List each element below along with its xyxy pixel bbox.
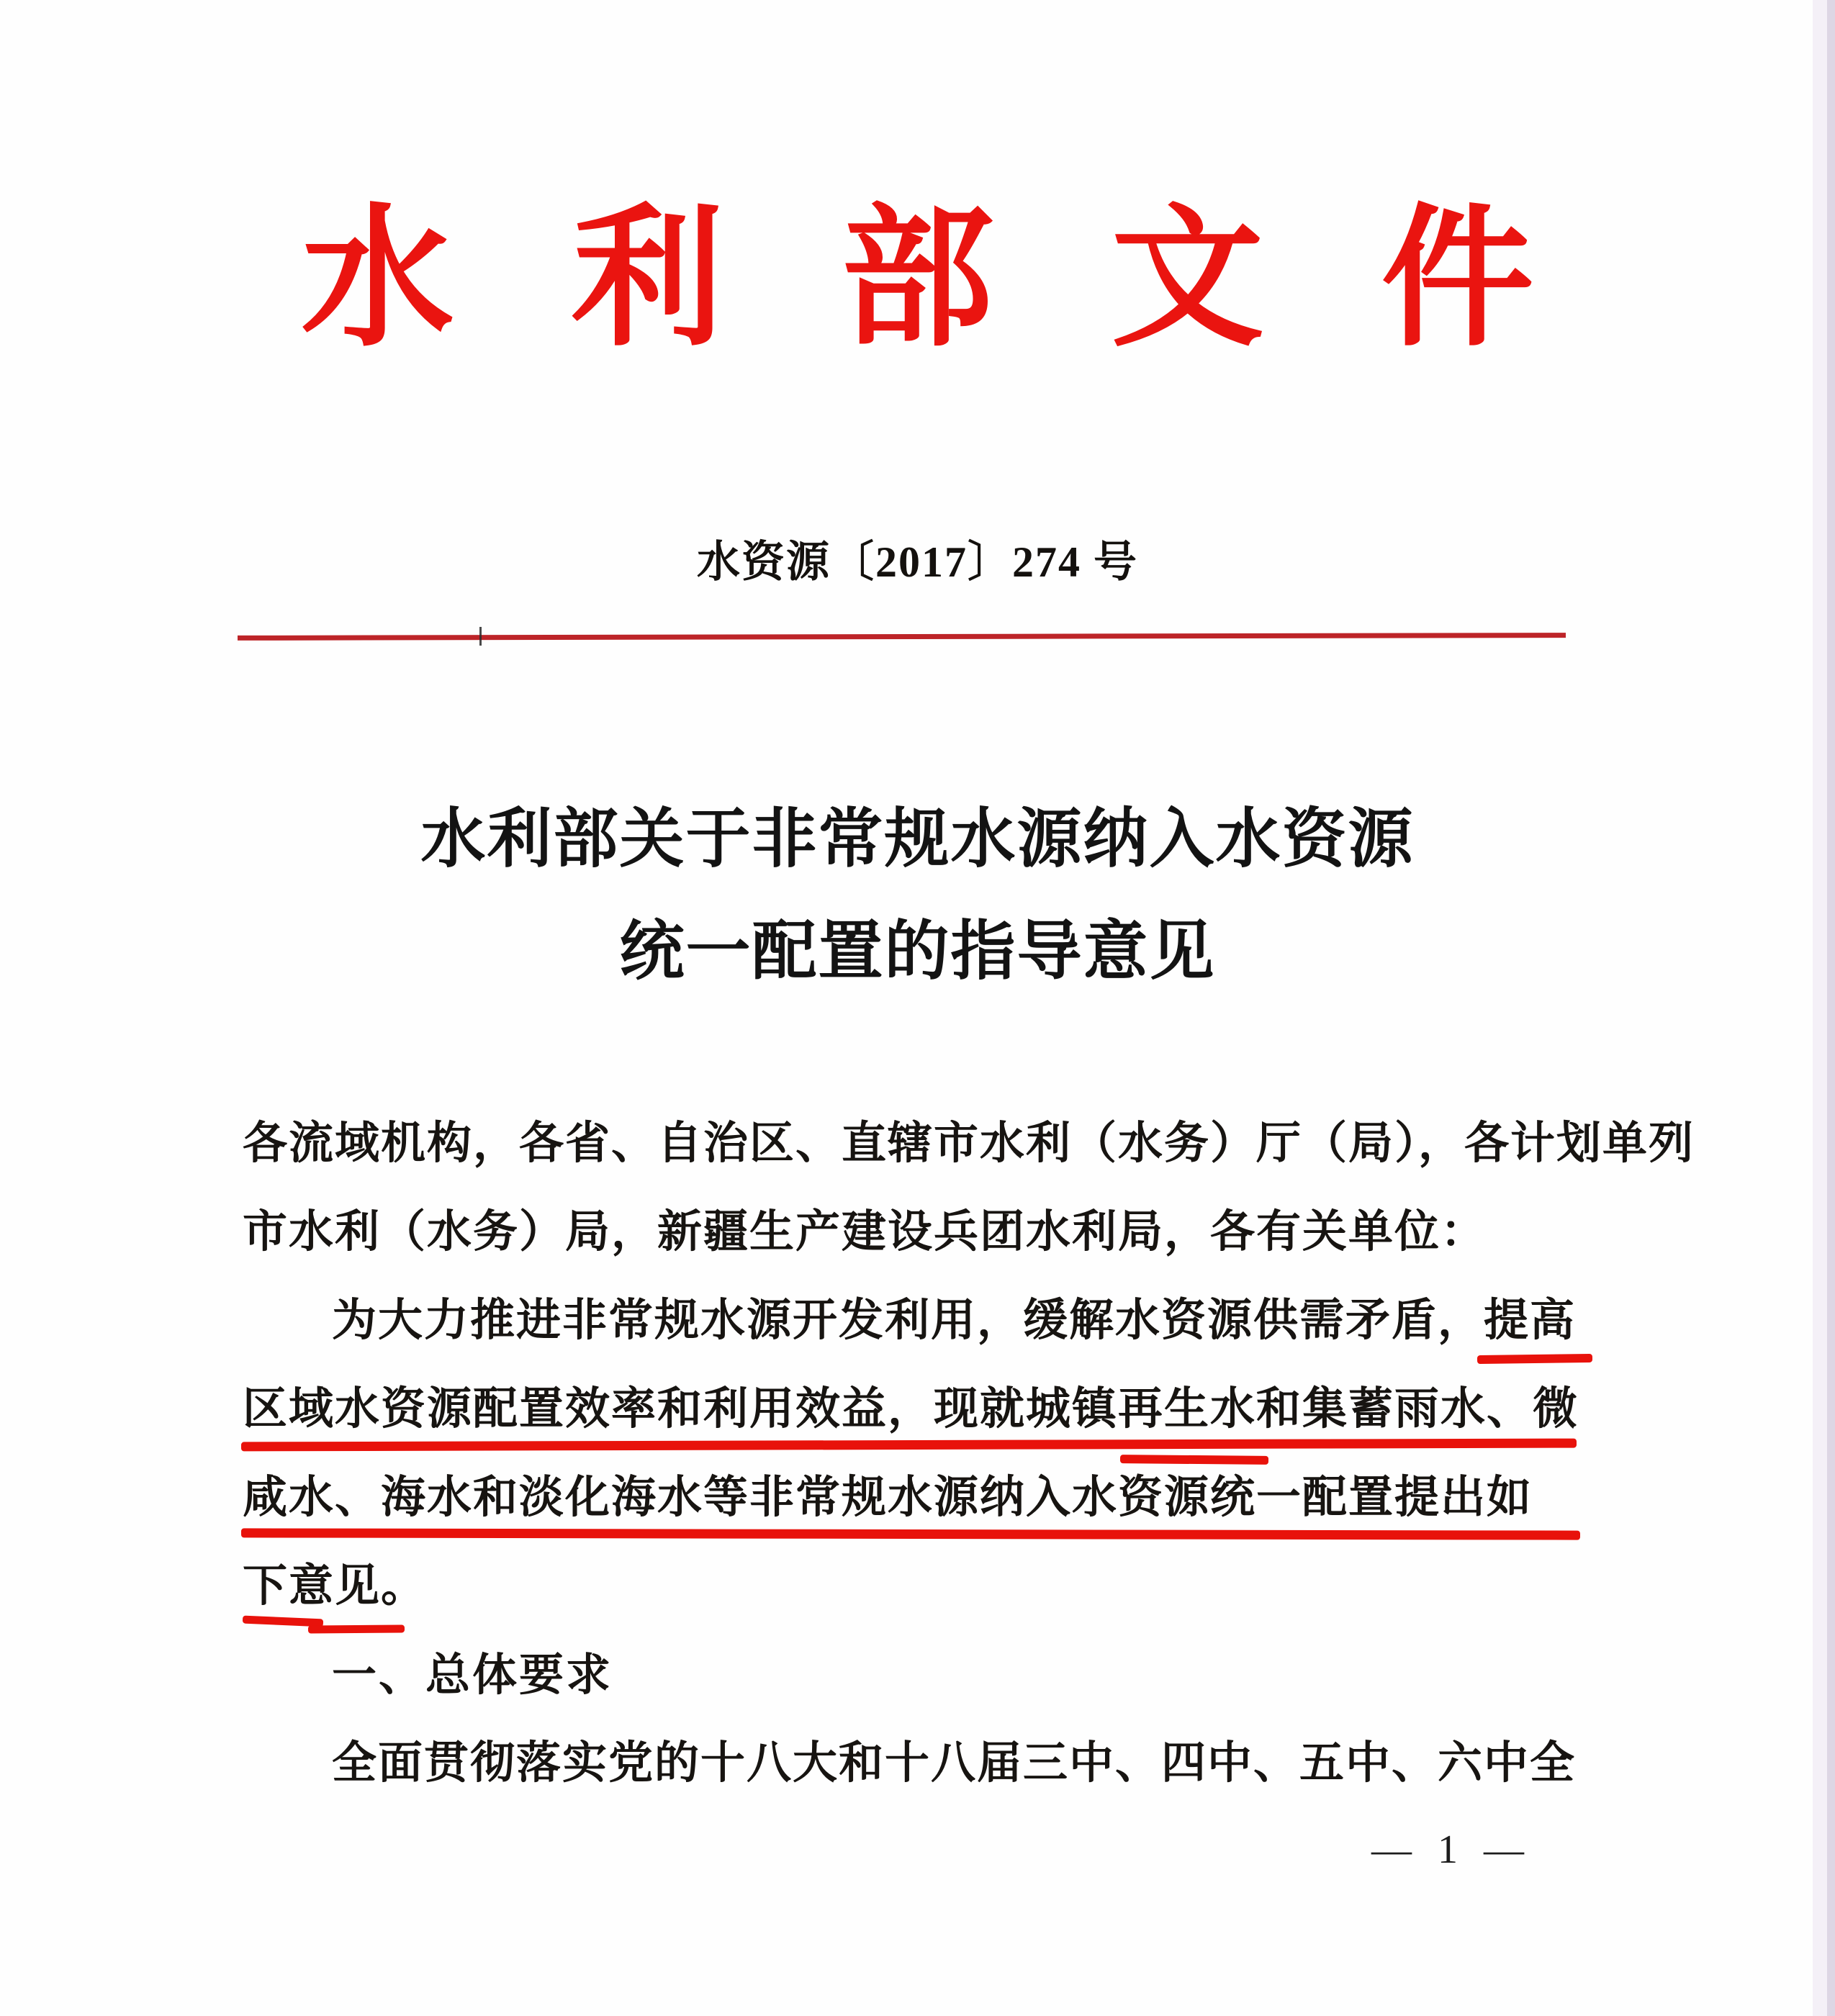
paragraph-line-3: 咸水、海水和淡化海水等非常规水源纳入水资源统一配置提出如 [243,1473,1533,1522]
document-title [0,783,1835,1008]
section-heading: 一、总体要求 [332,1650,613,1700]
scan-edge-band [1827,0,1835,2016]
document-title-line1: 水利部关于非常规水源纳入水资源 [420,803,1415,875]
recipients-line-2: 市水利（水务）局，新疆生产建设兵团水利局，各有关单位： [243,1208,1487,1257]
paragraph-line-1: 为大力推进非常规水源开发利用，缓解水资源供需矛盾，提高 [332,1296,1577,1345]
recipients-line-1: 各流域机构，各省、自治区、直辖市水利（水务）厅（局），各计划单列 [243,1119,1695,1168]
red-underline-zaishengshui [1120,1455,1268,1465]
document-number: 水资源〔2017〕274 号 [697,538,1138,586]
scan-edge-soft-shadow [1813,0,1827,2016]
red-underline-xiayijian-stroke2 [308,1624,405,1633]
scan-artifact-tick [479,627,482,646]
red-separator-line [238,633,1566,641]
paragraph-line-2: 区域水资源配置效率和利用效益，现就城镇再生水和集蓄雨水、微 [243,1385,1579,1434]
document-title-line2: 统一配置的指导意见 [619,916,1216,987]
paragraph-line-5: 全面贯彻落实党的十八大和十八届三中、四中、五中、六中全 [332,1739,1577,1788]
document-body [243,1100,1790,1808]
letterhead-title: 水利部文件 [301,195,1651,364]
red-underline-tigao [1477,1354,1592,1364]
paragraph-line-4: 下意见。 [243,1562,428,1611]
page-number: — 1 — [1371,1827,1524,1872]
